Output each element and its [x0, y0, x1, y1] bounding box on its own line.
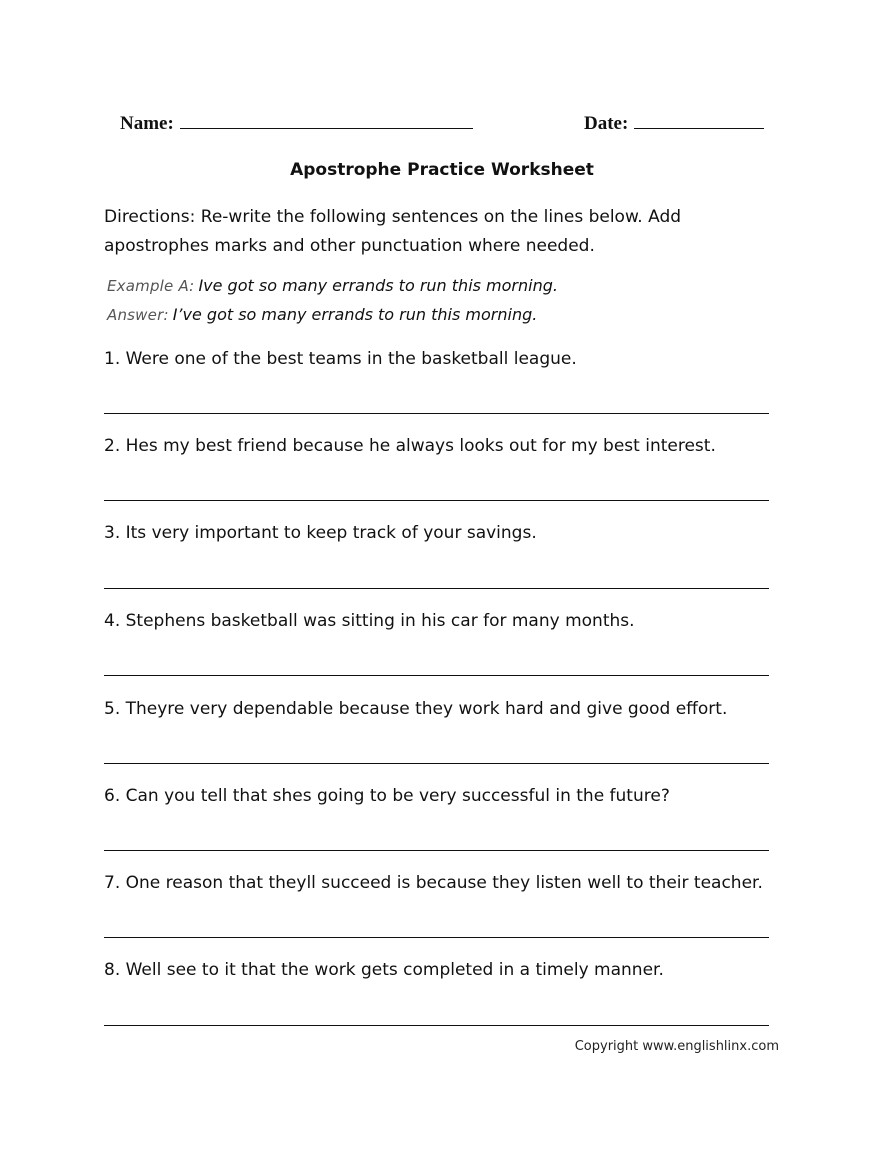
question-3: 3. Its very important to keep track of your savings. — [104, 523, 537, 543]
worksheet-title: Apostrophe Practice Worksheet — [290, 160, 594, 180]
question-2: 2. Hes my best friend because he always looks out for my best interest. — [104, 436, 716, 456]
question-7: 7. One reason that theyll succeed is because they listen well to their teacher. — [104, 873, 763, 893]
date-field — [584, 112, 764, 135]
name-field — [120, 112, 473, 135]
question-5: 5. Theyre very dependable because they work hard and give good effort. — [104, 699, 728, 719]
example-label: Example A: — [107, 277, 195, 295]
date-blank-line[interactable] — [634, 112, 764, 129]
copyright-text: Copyright www.englishlinx.com — [574, 1039, 779, 1054]
question-4: 4. Stephens basketball was sitting in his car for many months. — [104, 611, 635, 631]
answer-label: Answer: — [107, 306, 169, 324]
answer-line-6[interactable] — [104, 850, 769, 851]
directions-text: Directions: Re-write the following sentences on the lines below. Add apostrophes marks and other punctuation where needed. — [104, 207, 682, 256]
answer-line-3[interactable] — [104, 588, 769, 589]
name-blank-line[interactable] — [180, 112, 473, 129]
answer-line-4[interactable] — [104, 675, 769, 676]
name-label: Name: — [120, 113, 174, 134]
question-6: 6. Can you tell that shes going to be very successful in the future? — [104, 786, 670, 806]
example-text: Ive got so many errands to run this morning. — [198, 276, 558, 295]
answer-text: I’ve got so many errands to run this morning. — [172, 305, 538, 324]
example-answer — [107, 305, 537, 324]
answer-line-2[interactable] — [104, 500, 769, 501]
answer-line-5[interactable] — [104, 763, 769, 764]
example-a — [107, 276, 558, 295]
question-1: 1. Were one of the best teams in the basketball league. — [104, 349, 577, 369]
answer-line-7[interactable] — [104, 937, 769, 938]
answer-line-1[interactable] — [104, 413, 769, 414]
answer-line-8[interactable] — [104, 1025, 769, 1026]
question-8: 8. Well see to it that the work gets completed in a timely manner. — [104, 960, 664, 980]
date-label: Date: — [584, 113, 629, 134]
